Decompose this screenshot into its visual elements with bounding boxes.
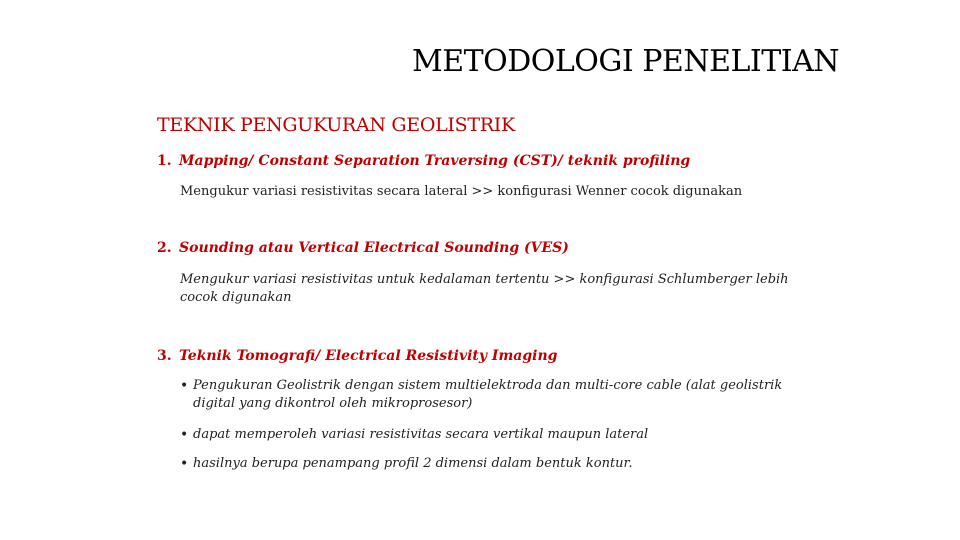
list-item-2 — [157, 240, 569, 256]
item-label: Teknik Tomografi/ Electrical Resistivity Imaging — [179, 348, 558, 364]
bullet-text: hasilnya berupa penampang profil 2 dimensi dalam bentuk kontur. — [193, 456, 633, 471]
bullet-dot-icon: • — [180, 427, 189, 443]
item-description: Mengukur variasi resistivitas secara lateral >> konfigurasi Wenner cocok digunakan — [180, 184, 743, 199]
item-number: 1. — [157, 153, 172, 169]
item-number: 3. — [157, 348, 172, 364]
slide-title: METODOLOGI PENELITIAN — [412, 44, 840, 79]
bullet-item — [180, 377, 800, 413]
item-number: 2. — [157, 240, 172, 256]
bullet-text: dapat memperoleh variasi resistivitas secara vertikal maupun lateral — [193, 427, 649, 442]
list-item-3 — [157, 348, 557, 364]
section-heading: TEKNIK PENGUKURAN GEOLISTRIK — [157, 114, 515, 136]
item-description: Mengukur variasi resistivitas untuk kedalaman tertentu >> konfigurasi Schlumberger lebih cocok digunakan — [180, 272, 789, 305]
bullet-dot-icon: • — [180, 378, 189, 394]
bullet-text: Pengukuran Geolistrik dengan sistem multielektroda dan multi-core cable (alat geolistrik digital yang dikontrol oleh mikroprosesor) — [193, 378, 783, 411]
item-label: Mapping/ Constant Separation Traversing (CST)/ teknik profiling — [179, 153, 691, 169]
item-label: Sounding atau Vertical Electrical Sounding (VES) — [179, 240, 569, 256]
bullet-item — [180, 455, 800, 473]
bullet-dot-icon: • — [180, 456, 189, 472]
list-item-1 — [157, 153, 690, 169]
bullet-item — [180, 426, 800, 444]
